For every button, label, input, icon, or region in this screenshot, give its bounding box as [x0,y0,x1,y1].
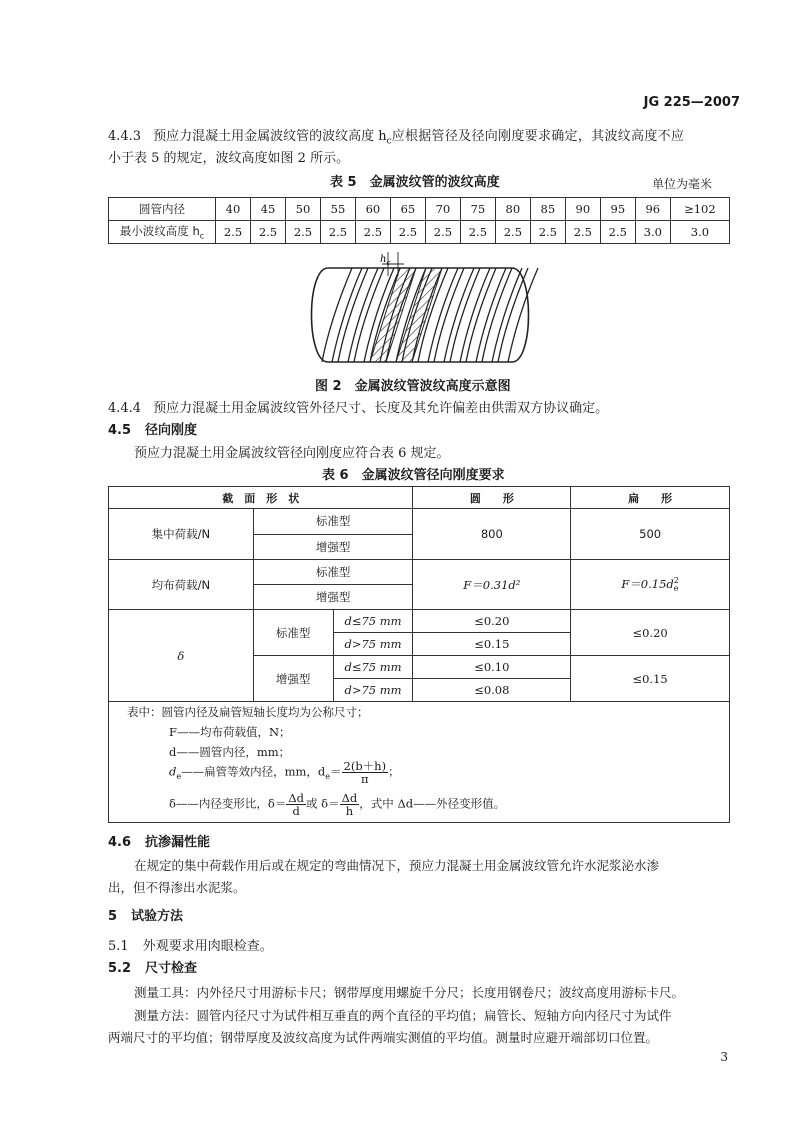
section-title: 尺寸检查 [145,961,198,976]
std-le-value: ≤0.20 [413,610,571,633]
section-5-2 [108,958,197,980]
type-standard: 标准型 [253,610,333,656]
document-code: JG 225—2007 [643,95,740,110]
cond-le: d≤75 mm [333,610,413,633]
var: d [169,764,177,779]
section-4-5 [108,420,197,442]
fraction [286,792,306,817]
diameter-cell: 75 [460,198,495,221]
section-title: 径向刚度 [145,423,198,438]
note-text: δ——内径变形比，δ＝ [169,796,287,811]
note-text: ＝ [330,764,342,779]
section-5-2-tools: 测量工具：内外径尺寸用游标卡尺；钢带厚度用螺旋千分尺；长度用钢卷尺；波纹高度用游标卡尺。 [134,985,685,1000]
table5-caption: 表 5 金属波纹管的波纹高度 [330,175,500,190]
header-section-shape: 截 面 形 状 [109,487,413,509]
table-row [109,509,730,535]
note-text: ——扁管等效内径，mm，d [181,764,326,779]
height-cell: 2.5 [600,221,635,244]
section-5-1 [108,936,273,958]
section-number: 4.4.3 [108,129,142,144]
note-text: ，式中 Δd——外径变形值。 [359,796,506,811]
fraction [342,760,389,785]
section-4-6-line1: 在规定的集中荷载作用后或在规定的弯曲情况下，预应力混凝土用金属波纹管允许水泥浆泌水渗 [134,858,660,873]
denominator: h [345,804,354,818]
height-cell: 2.5 [216,221,251,244]
superscript: 2 [673,576,679,585]
cond-gt: d>75 mm [333,679,413,702]
hc-label: $h_c$ [380,254,391,267]
section-text: 外观要求用肉眼检查。 [142,939,273,954]
corrugation-rib [338,268,368,362]
type-standard: 标准型 [253,509,413,535]
figure2-caption: 图 2 金属波纹管波纹高度示意图 [315,379,511,394]
section-text: 应根据管径及径向刚度要求确定，其波纹高度不应 [391,129,685,144]
conc-load-label: 集中荷载/N [109,509,254,560]
section-4-4-4 [108,398,608,420]
height-cell: 2.5 [390,221,425,244]
height-cell: 2.5 [355,221,390,244]
row-label [109,221,216,244]
section-text: 预应力混凝土用金属波纹管外径尺寸、长度及其允许偏差由供需双方协议确定。 [153,401,609,416]
diameter-cell: 90 [565,198,600,221]
dist-round-value: F＝0.31d² [413,560,571,610]
rei-gt-value: ≤0.08 [413,679,571,702]
type-reinforced: 增强型 [253,585,413,610]
subscript: e [673,584,679,593]
height-cell: 2.5 [460,221,495,244]
diameter-cell: 95 [600,198,635,221]
height-cell: 2.5 [495,221,530,244]
subscript: e [325,771,331,781]
table5-unit: 单位为毫米 [652,177,713,191]
height-cell: 2.5 [250,221,285,244]
height-cell: 2.5 [530,221,565,244]
corrugation-rib [466,268,496,362]
diameter-cell: 70 [425,198,460,221]
section-title: 试验方法 [131,909,184,924]
note-head: 表中：圆管内径及扁管短轴长度均为公称尺寸； [127,705,369,719]
note-text: 或 δ＝ [306,796,340,811]
section-4-6-line2: 出，但不得渗出水泥浆。 [108,880,246,895]
rei-flat-value: ≤0.15 [571,656,730,702]
corrugation-rib [508,268,538,362]
numerator: Δd [288,791,305,805]
corrugation-rib [482,268,512,362]
formula: F＝0.15d [621,577,674,591]
diameter-cell: 55 [320,198,355,221]
note-d: d——圆管内径，mm； [169,745,291,759]
section-5-2-method1: 测量方法：圆管内径尺寸为试件相互垂直的两个直径的平均值；扁管长、短轴方向内径尺寸为试件 [134,1008,672,1023]
row-label-text: 最小波纹高度 h [119,224,200,239]
subscript: c [386,136,392,147]
subscript: c [199,231,205,241]
corrugation-rib [492,268,522,362]
section-4-5-text: 预应力混凝土用金属波纹管径向刚度应符合表 6 规定。 [134,446,450,461]
height-cell: 2.5 [285,221,320,244]
fraction [340,792,360,817]
section-text: 预应力混凝土用金属波纹管的波纹高度 h [153,129,387,144]
dist-flat-value [571,560,730,610]
diameter-cell: 80 [495,198,530,221]
section-5 [108,906,183,928]
corrugation-rib [434,268,464,362]
corrugation-rib [450,268,480,362]
note-delta [169,792,505,817]
height-cell: 2.5 [565,221,600,244]
diameter-cell: 85 [530,198,565,221]
delta-label: δ [109,610,254,702]
rei-le-value: ≤0.10 [413,656,571,679]
height-cell: 3.0 [635,221,670,244]
section-number: 4.6 [108,835,132,850]
diameter-cell: ≥102 [670,198,729,221]
table-row [109,198,730,221]
table-row [109,487,730,509]
height-cell: 2.5 [320,221,355,244]
conc-round-value: 800 [413,509,571,560]
cond-le: d≤75 mm [333,656,413,679]
conc-flat-value: 500 [571,509,730,560]
dist-load-label: 均布荷载/N [109,560,254,610]
note-F: F——均布荷载值，N； [169,725,291,739]
table-row [109,560,730,585]
type-standard: 标准型 [253,560,413,585]
section-number: 5.1 [108,939,129,954]
diameter-cell: 65 [390,198,425,221]
header-round: 圆 形 [413,487,571,509]
cond-gt: d>75 mm [333,633,413,656]
header-flat: 扁 形 [571,487,730,509]
note-de [169,760,400,785]
denominator: π [361,772,369,786]
table5 [108,197,730,244]
diameter-cell: 96 [635,198,670,221]
section-number: 5.2 [108,961,132,976]
table-row [109,702,730,823]
table-row [109,221,730,244]
section-number: 4.5 [108,423,132,438]
subscript: e [176,771,182,781]
height-cell: 3.0 [670,221,729,244]
section-title: 抗渗漏性能 [145,835,211,850]
page-number: 3 [720,1050,728,1064]
corrugation-rib [322,268,352,362]
row-label: 圆管内径 [109,198,216,221]
corrugated-pipe-figure [300,250,540,380]
section-number: 4.4.4 [108,401,142,416]
table6 [108,486,730,823]
diameter-cell: 40 [216,198,251,221]
height-cell: 2.5 [425,221,460,244]
numerator: Δd [341,791,358,805]
table-row [109,610,730,633]
diameter-cell: 45 [250,198,285,221]
type-reinforced: 增强型 [253,534,413,560]
section-5-2-method2: 两端尺寸的平均值；钢带厚度及波纹高度为试件两端实测值的平均值。测量时应避开端部切口位置。 [108,1030,659,1045]
section-number: 5 [108,909,118,924]
type-reinforced: 增强型 [253,656,333,702]
section-4-4-3-line2: 小于表 5 的规定，波纹高度如图 2 所示。 [108,151,350,166]
table6-notes [109,702,730,823]
note-text: ； [388,764,400,779]
table6-caption: 表 6 金属波纹管径向刚度要求 [322,468,505,483]
diameter-cell: 60 [355,198,390,221]
diameter-cell: 50 [285,198,320,221]
section-4-6 [108,832,210,854]
std-gt-value: ≤0.15 [413,633,571,656]
std-flat-value: ≤0.20 [571,610,730,656]
numerator: 2(b＋h) [343,759,387,773]
denominator: d [292,804,300,818]
